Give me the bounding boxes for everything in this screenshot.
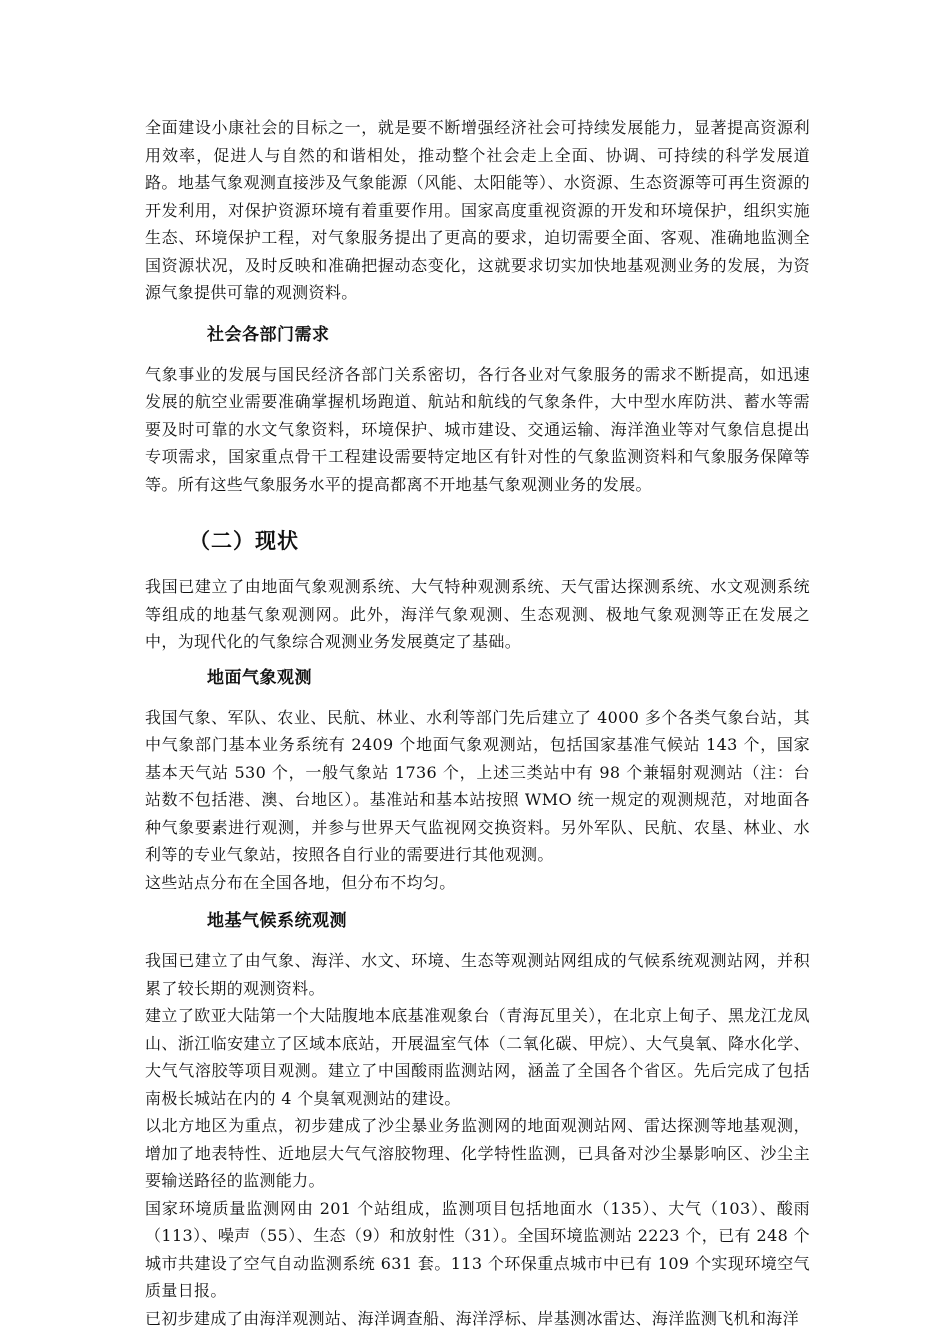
paragraph-ocean-observation: 已初步建成了由海洋观测站、海洋调查船、海洋浮标、岸基测冰雷达、海洋监测飞机和海洋 [145,1308,800,1328]
heading-status: （二）现状 [189,529,299,553]
paragraph-background-stations: 建立了欧亚大陆第一个大陆腹地本底基准观象台（青海瓦里关），在北京上甸子、黑龙江龙凤山、浙江临安建立了区域本底站，开展温室气体（二氧化碳、甲烷）、大气臭氧、降水化学、大气气溶胶等项目观测。建立了中国酸雨监测站网，涵盖了全国各个省区。先后完成了包括南极长城站在内的 4 个臭氧观测站的建设。 [145,1006,810,1108]
paragraph-climate-network: 我国已建立了由气象、海洋、水文、环境、生态等观测站网组成的气候系统观测站网，并积累了较长期的观测资料。 [145,951,810,998]
heading-social-needs: 社会各部门需求 [207,324,330,345]
paragraph-resource-goals: 全面建设小康社会的目标之一，就是要不断增强经济社会可持续发展能力，显著提高资源利用效率，促进人与自然的和谐相处，推动整个社会走上全面、协调、可持续的科学发展道路。地基气象观测直接涉及气象能源（风能、太阳能等）、水资源、生态资源等可再生资源的开发利用，对保护资源环境有着重要作用。国家高度重视资源的开发和环境保护，组织实施生态、环境保护工程，对气象服务提出了更高的要求，迫切需要全面、客观、准确地监测全国资源状况，及时反映和准确把握动态变化，这就要求切实加快地基观测业务的发展，为资源气象提供可靠的观测资料。 [145,118,810,302]
paragraph-social-needs: 气象事业的发展与国民经济各部门关系密切，各行各业对气象服务的需求不断提高，如迅速发展的航空业需要准确掌握机场跑道、航站和航线的气象条件，大中型水库防洪、蓄水等需要及时可靠的水文气象资料，环境保护、城市建设、交通运输、海洋渔业等对气象信息提出专项需求，国家重点骨干工程建设需要特定地区有针对性的气象监测资料和气象服务保障等等。所有这些气象服务水平的提高都离不开地基气象观测业务的发展。 [145,364,810,494]
paragraph-environment-monitoring: 国家环境质量监测网由 201 个站组成，监测项目包括地面水（135）、大气（103）、酸雨（113）、噪声（55）、生态（9）和放射性（31）。全国环境监测站 2223 个，已有 248 个城市共建设了空气自动监测系统 631 套。113 个环保重点城市中已有 109 个实现环境空气质量日报。 [145,1198,810,1300]
heading-surface-observation: 地面气象观测 [207,667,312,688]
heading-climate-observation: 地基气候系统观测 [207,911,347,931]
paragraph-surface-stations: 我国气象、军队、农业、民航、林业、水利等部门先后建立了 4000 多个各类气象台站，其中气象部门基本业务系统有 2409 个地面气象观测站，包括国家基准气候站 143 个，国家基本天气站 530 个，一般气象站 1736 个，上述三类站中有 98 个兼辐射观测站（注：台站数不包括港、澳、台地区）。基准站和基本站按照 WMO 统一规定的观测规范，对地面各种气象要素进行观测，并参与世界天气监视网交换资料。另外军队、民航、农垦、林业、水利等的专业气象站，按照各自行业的需要进行其他观测。 [145,707,810,864]
document-page [145,114,810,1332]
paragraph-station-distribution: 这些站点分布在全国各地，但分布不均匀。 [145,872,456,892]
paragraph-network-overview: 我国已建立了由地面气象观测系统、大气特种观测系统、天气雷达探测系统、水文观测系统等组成的地基气象观测网。此外，海洋气象观测、生态观测、极地气象观测等正在发展之中，为现代化的气象综合观测业务发展奠定了基础。 [145,577,810,651]
paragraph-dust-monitoring: 以北方地区为重点，初步建成了沙尘暴业务监测网的地面观测站网、雷达探测等地基观测，增加了地表特性、近地层大气气溶胶物理、化学特性监测，已具备对沙尘暴影响区、沙尘主要输送路径的监测能力。 [145,1116,810,1190]
